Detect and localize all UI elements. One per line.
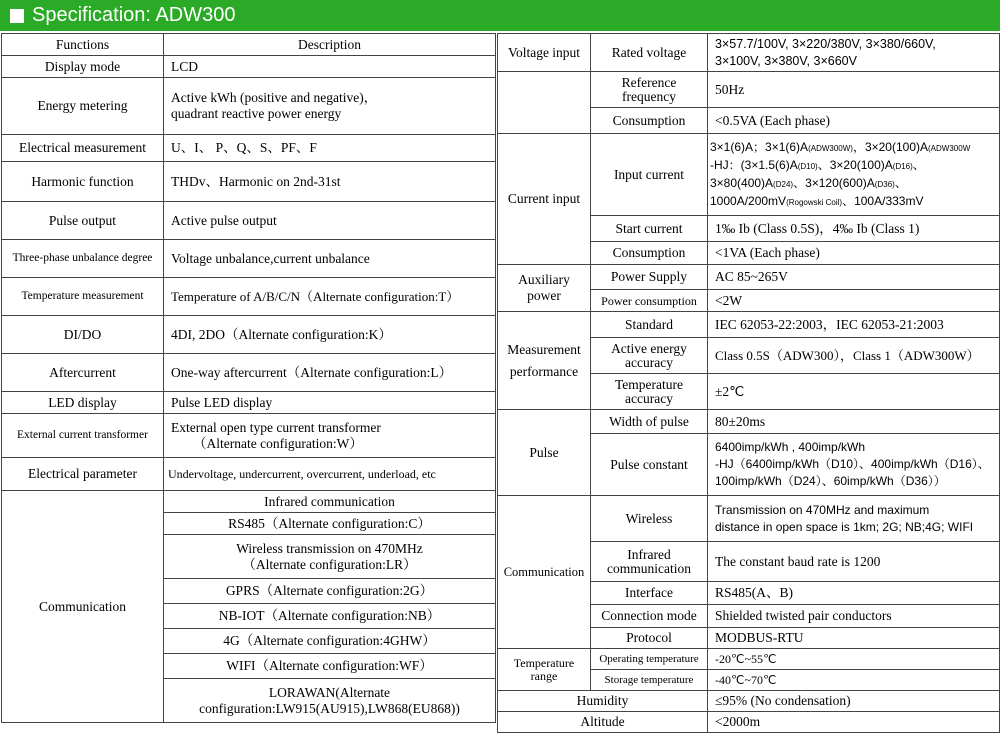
spec-label-line: Active energy	[611, 340, 687, 356]
table-row	[498, 312, 1000, 338]
spec-value: MODBUS-RTU	[708, 628, 1000, 649]
spec-value-line: 6400imp/kWh , 400imp/kWh	[715, 440, 866, 454]
spec-value	[708, 134, 1000, 216]
table-row	[2, 491, 496, 513]
spec-value: The constant baud rate is 1200	[708, 542, 1000, 582]
square-icon	[10, 9, 24, 23]
spec-label	[591, 374, 708, 410]
functions-table	[1, 33, 496, 723]
description-line: External open type current transformer	[171, 419, 381, 435]
table-row	[498, 72, 1000, 108]
spec-value: <1VA (Each phase)	[708, 242, 1000, 265]
function-label: LED display	[2, 392, 164, 414]
table-row	[2, 202, 496, 240]
table-row	[498, 265, 1000, 290]
function-label: Aftercurrent	[2, 354, 164, 392]
spec-label: Start current	[591, 216, 708, 242]
spec-value-line: Transmission on 470MHz and maximum	[715, 502, 930, 517]
communication-item: RS485（Alternate configuration:C）	[164, 513, 496, 535]
spec-value: -40℃~70℃	[708, 670, 1000, 691]
spec-value-line: 3×1(6)A；3×1(6)A(ADW300W)，3×20(100)A(ADW300W	[710, 139, 971, 154]
group-label	[498, 649, 591, 691]
function-description	[164, 78, 496, 135]
spec-label	[591, 542, 708, 582]
spec-label-line: Reference	[621, 74, 677, 90]
spec-label: Wireless	[591, 496, 708, 542]
function-label: Display mode	[2, 56, 164, 78]
group-label	[498, 312, 591, 410]
spec-label: Width of pulse	[591, 410, 708, 434]
spec-label-line: frequency	[622, 88, 676, 104]
function-description: LCD	[164, 56, 496, 78]
page-title: Specification: ADW300	[32, 4, 236, 26]
spec-value: <2W	[708, 290, 1000, 312]
description-line: quadrant reactive power energy	[171, 106, 342, 121]
table-row	[498, 712, 1000, 733]
communication-item-line: configuration:LW915(AU915),LW868(EU868))	[199, 700, 460, 716]
spec-value: -20℃~55℃	[708, 649, 1000, 670]
table-row	[2, 278, 496, 316]
table-row	[2, 392, 496, 414]
function-label: Temperature measurement	[2, 278, 164, 316]
function-description: THDv、Harmonic on 2nd-31st	[164, 162, 496, 202]
table-row	[2, 414, 496, 458]
spec-label: Power Supply	[591, 265, 708, 290]
table-row	[2, 162, 496, 202]
spec-value: ±2℃	[708, 374, 1000, 410]
group-label-empty	[498, 72, 591, 134]
function-description: U、I、 P、Q、S、PF、F	[164, 135, 496, 162]
group-label-line: Measurement	[507, 341, 581, 357]
spec-label: Consumption	[591, 242, 708, 265]
function-label: Energy metering	[2, 78, 164, 135]
spec-value-line: distance in open space is 1km; 2G; NB;4G; WIFI	[715, 519, 974, 534]
table-row	[498, 410, 1000, 434]
communication-item: GPRS（Alternate configuration:2G）	[164, 579, 496, 604]
spec-label: Connection mode	[591, 605, 708, 628]
spec-label: Interface	[591, 582, 708, 605]
spec-value: RS485(A、B)	[708, 582, 1000, 605]
spec-value: <2000m	[708, 712, 1000, 733]
table-row	[2, 240, 496, 278]
group-label-line: performance	[509, 363, 579, 379]
table-header-row	[2, 34, 496, 56]
spec-value: <0.5VA (Each phase)	[708, 108, 1000, 134]
group-label-line: Temperature	[513, 655, 575, 670]
table-row	[2, 354, 496, 392]
spec-value: ≤95% (No condensation)	[708, 691, 1000, 712]
spec-value-line: -HJ（6400imp/kWh（D10）、400imp/kWh（D16）、	[715, 457, 990, 471]
spec-label: Consumption	[591, 108, 708, 134]
spec-label-line: accuracy	[625, 354, 673, 370]
spec-value: 50Hz	[708, 72, 1000, 108]
communication-item-line: Wireless transmission on 470MHz	[236, 540, 423, 556]
function-label: Harmonic function	[2, 162, 164, 202]
function-description: Pulse LED display	[164, 392, 496, 414]
spec-header	[0, 0, 1000, 31]
table-row	[498, 134, 1000, 216]
function-label: Three-phase unbalance degree	[2, 240, 164, 278]
function-label: External current transformer	[2, 414, 164, 458]
description-line: （Alternate configuration:W）	[193, 435, 363, 451]
specification-table	[497, 33, 1000, 733]
function-label: Communication	[2, 491, 164, 723]
spec-label: Input current	[591, 134, 708, 216]
group-label: Voltage input	[498, 34, 591, 72]
function-description	[164, 414, 496, 458]
function-label: Electrical parameter	[2, 458, 164, 491]
function-label: Pulse output	[2, 202, 164, 240]
table-row	[498, 691, 1000, 712]
table-row	[498, 496, 1000, 542]
spec-value-line: 3×100V, 3×380V, 3×660V	[715, 53, 857, 68]
group-label: Communication	[498, 496, 591, 649]
function-description: Active pulse output	[164, 202, 496, 240]
communication-item	[164, 535, 496, 579]
spec-value: 80±20ms	[708, 410, 1000, 434]
spec-value: IEC 62053-22:2003，IEC 62053-21:2003	[708, 312, 1000, 338]
spec-value-line: -HJ：(3×1.5(6)A(D10)、3×20(100)A(D16)、	[710, 157, 925, 172]
spec-label	[591, 338, 708, 374]
communication-item: 4G（Alternate configuration:4GHW）	[164, 629, 496, 654]
spec-label	[591, 72, 708, 108]
spec-value-line: 3×80(400)A(D24)、3×120(600)A(D36)、	[710, 175, 907, 190]
group-label: Current input	[498, 134, 591, 265]
spec-label: Pulse constant	[591, 434, 708, 496]
spec-label: Operating temperature	[591, 649, 708, 670]
spec-label: Storage temperature	[591, 670, 708, 691]
col-description-header: Description	[164, 34, 496, 56]
function-description: 4DI, 2DO（Alternate configuration:K）	[164, 316, 496, 354]
table-row	[2, 316, 496, 354]
function-description: Undervoltage, undercurrent, overcurrent, underload, etc	[164, 458, 496, 491]
group-label-line: range	[530, 668, 558, 683]
communication-item-line: LORAWAN(Alternate	[268, 684, 391, 700]
communication-item: WIFI（Alternate configuration:WF）	[164, 654, 496, 679]
table-row	[498, 649, 1000, 670]
spec-value: Class 0.5S（ADW300），Class 1（ADW300W）	[708, 338, 1000, 374]
table-row	[2, 458, 496, 491]
spec-label-line: Temperature	[614, 376, 683, 392]
spec-value	[708, 434, 1000, 496]
group-label: Pulse	[498, 410, 591, 496]
spec-value	[708, 496, 1000, 542]
spec-value	[708, 34, 1000, 72]
table-row	[2, 135, 496, 162]
spec-label: Power consumption	[591, 290, 708, 312]
function-description: One-way aftercurrent（Alternate configuration:L）	[164, 354, 496, 392]
group-label	[498, 265, 591, 312]
spec-value-line: 100imp/kWh（D24）、60imp/kWh（D36））	[715, 474, 946, 488]
table-row	[2, 78, 496, 135]
spec-value: 1‰ Ib (Class 0.5S)，4‰ Ib (Class 1)	[708, 216, 1000, 242]
function-description: Temperature of A/B/C/N（Alternate configuration:T）	[164, 278, 496, 316]
communication-item: NB-IOT（Alternate configuration:NB）	[164, 604, 496, 629]
function-description: Voltage unbalance,current unbalance	[164, 240, 496, 278]
spec-label: Humidity	[498, 691, 708, 712]
function-label: Electrical measurement	[2, 135, 164, 162]
spec-label: Standard	[591, 312, 708, 338]
spec-label-line: Infrared	[627, 546, 671, 562]
group-label-line: power	[527, 288, 561, 303]
communication-item: Infrared communication	[164, 491, 496, 513]
col-functions-header: Functions	[2, 34, 164, 56]
spec-label-line: accuracy	[625, 390, 673, 406]
description-line: Active kWh (positive and negative)，	[171, 90, 378, 105]
communication-item-line: （Alternate configuration:LR）	[242, 556, 417, 572]
table-row	[498, 34, 1000, 72]
spec-label: Protocol	[591, 628, 708, 649]
spec-label-line: communication	[607, 560, 691, 576]
spec-value: Shielded twisted pair conductors	[708, 605, 1000, 628]
communication-item	[164, 679, 496, 723]
spec-label: Rated voltage	[591, 34, 708, 72]
spec-label: Altitude	[498, 712, 708, 733]
spec-value: AC 85~265V	[708, 265, 1000, 290]
spec-value-line: 1000A/200mV(Rogowski Coil)、100A/333mV	[710, 193, 924, 208]
function-label: DI/DO	[2, 316, 164, 354]
table-row	[2, 56, 496, 78]
spec-value-line: 3×57.7/100V, 3×220/380V, 3×380/660V,	[715, 36, 936, 51]
group-label-line: Auxiliary	[518, 272, 570, 287]
